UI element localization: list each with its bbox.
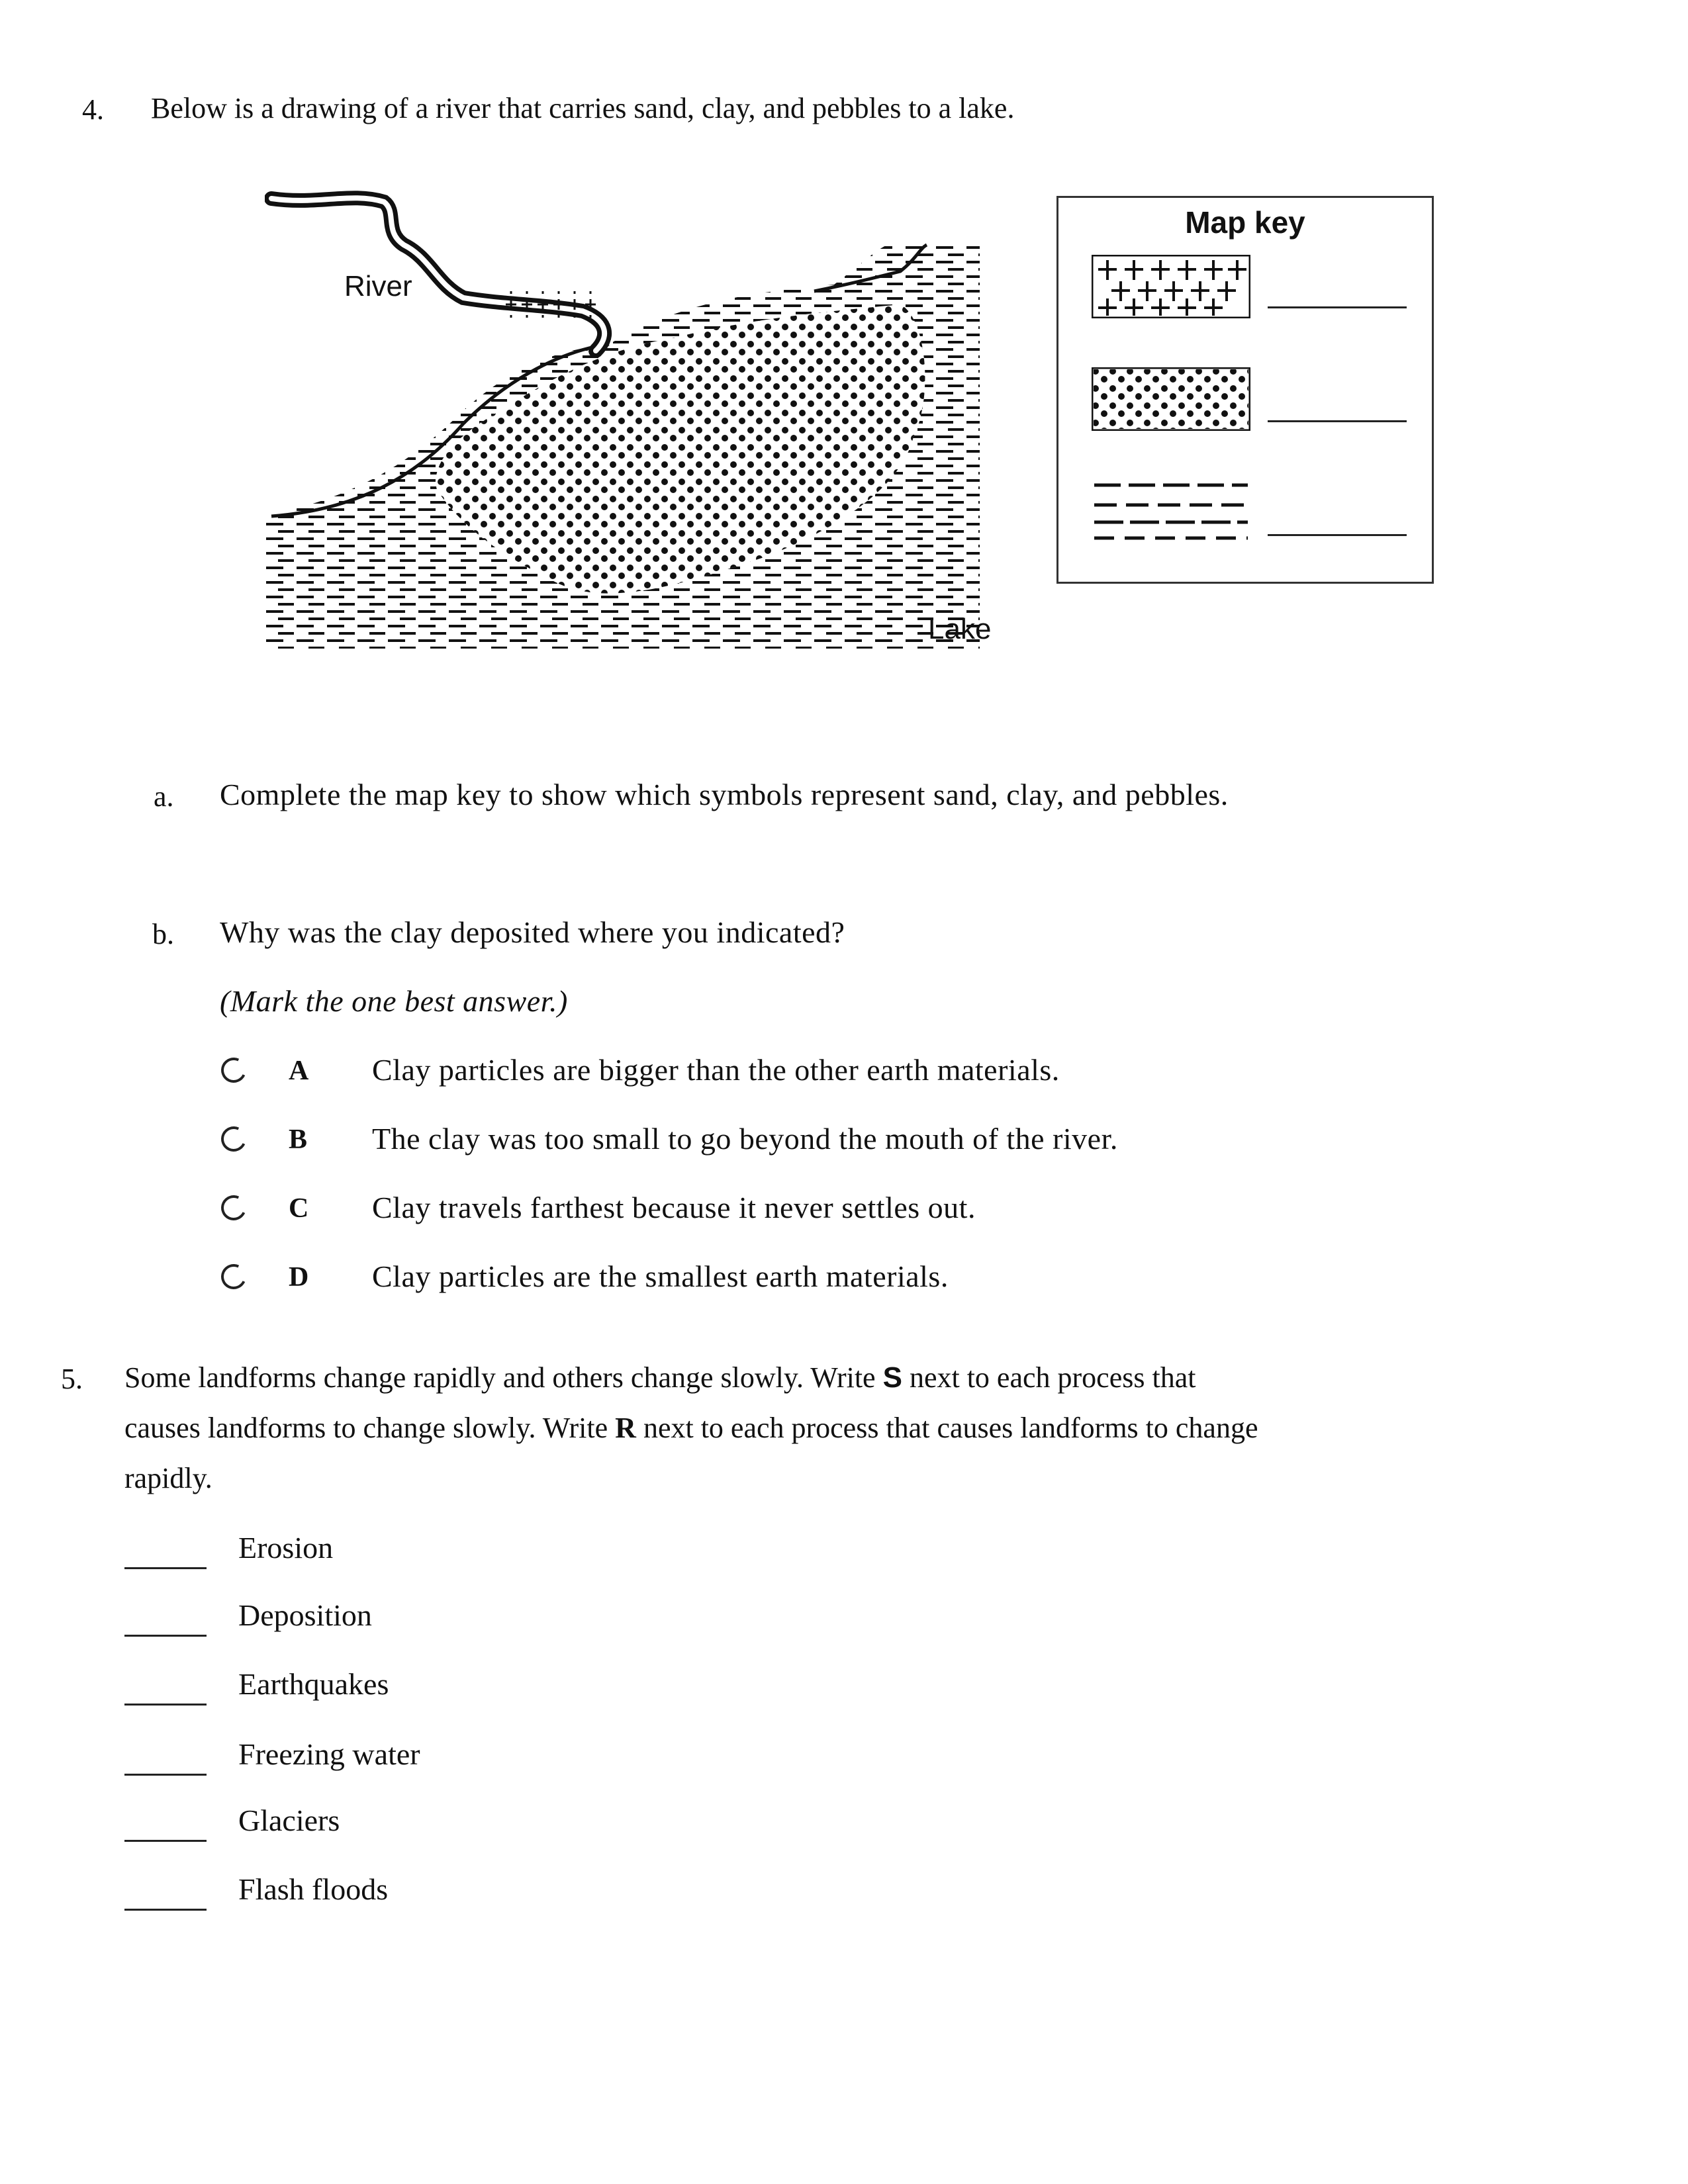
lake-label: Lake <box>928 613 992 645</box>
choice-b-letter: B <box>289 1124 308 1155</box>
map-key-title: Map key <box>1185 205 1305 240</box>
question-4-number: 4. <box>82 93 104 126</box>
question-5-line-3: rapidly. <box>124 1462 212 1494</box>
clay-key-blank[interactable] <box>1268 534 1407 536</box>
part-a-text: Complete the map key to show which symbols represent sand, clay, and pebbles. <box>220 778 1229 811</box>
process-flash-floods: Flash floods <box>238 1872 389 1906</box>
pebbles-symbol <box>1092 367 1250 431</box>
choice-c-letter: C <box>289 1193 309 1224</box>
question-5-number: 5. <box>61 1363 83 1395</box>
choice-d-text: Clay particles are the smallest earth materials. <box>372 1259 949 1293</box>
choice-d-letter: D <box>289 1262 309 1293</box>
process-freezing-water: Freezing water <box>238 1737 420 1771</box>
answer-blank-earthquakes[interactable] <box>124 1704 207 1706</box>
process-earthquakes: Earthquakes <box>238 1667 389 1701</box>
process-glaciers: Glaciers <box>238 1803 340 1837</box>
question-5-line-1: Some landforms change rapidly and others change slowly. Write S next to each process that <box>124 1361 1196 1394</box>
answer-blank-erosion[interactable] <box>124 1567 207 1569</box>
choice-a-bubble[interactable] <box>218 1054 250 1087</box>
choice-c-bubble[interactable] <box>218 1192 250 1224</box>
choice-a-text: Clay particles are bigger than the other earth materials. <box>372 1053 1060 1087</box>
choice-b-text: The clay was too small to go beyond the mouth of the river. <box>372 1122 1118 1156</box>
choice-b-bubble[interactable] <box>218 1123 250 1156</box>
choice-c-text: Clay travels farthest because it never settles out. <box>372 1191 976 1224</box>
process-erosion: Erosion <box>238 1531 334 1565</box>
part-b-question: Why was the clay deposited where you indicated? <box>220 915 845 949</box>
part-b-letter: b. <box>152 918 174 950</box>
choice-d-bubble[interactable] <box>218 1261 250 1293</box>
pebbles-key-blank[interactable] <box>1268 420 1407 422</box>
river-label: River <box>344 270 412 302</box>
answer-blank-freezing-water[interactable] <box>124 1774 207 1776</box>
choice-a-letter: A <box>289 1056 309 1086</box>
answer-blank-deposition[interactable] <box>124 1635 207 1637</box>
clay-symbol <box>1092 478 1250 542</box>
river-lake-drawing <box>265 185 1033 702</box>
map-key-box <box>1056 196 1434 584</box>
sand-key-blank[interactable] <box>1268 306 1407 308</box>
part-b-instruction: (Mark the one best answer.) <box>220 984 568 1018</box>
question-5-line-2: causes landforms to change slowly. Write R next to each process that causes landforms to change <box>124 1412 1258 1444</box>
sand-symbol <box>1092 255 1250 318</box>
answer-blank-flash-floods[interactable] <box>124 1909 207 1911</box>
process-deposition: Deposition <box>238 1598 372 1632</box>
answer-blank-glaciers[interactable] <box>124 1840 207 1842</box>
part-a-letter: a. <box>154 780 174 813</box>
question-4-prompt: Below is a drawing of a river that carries sand, clay, and pebbles to a lake. <box>151 92 1015 124</box>
